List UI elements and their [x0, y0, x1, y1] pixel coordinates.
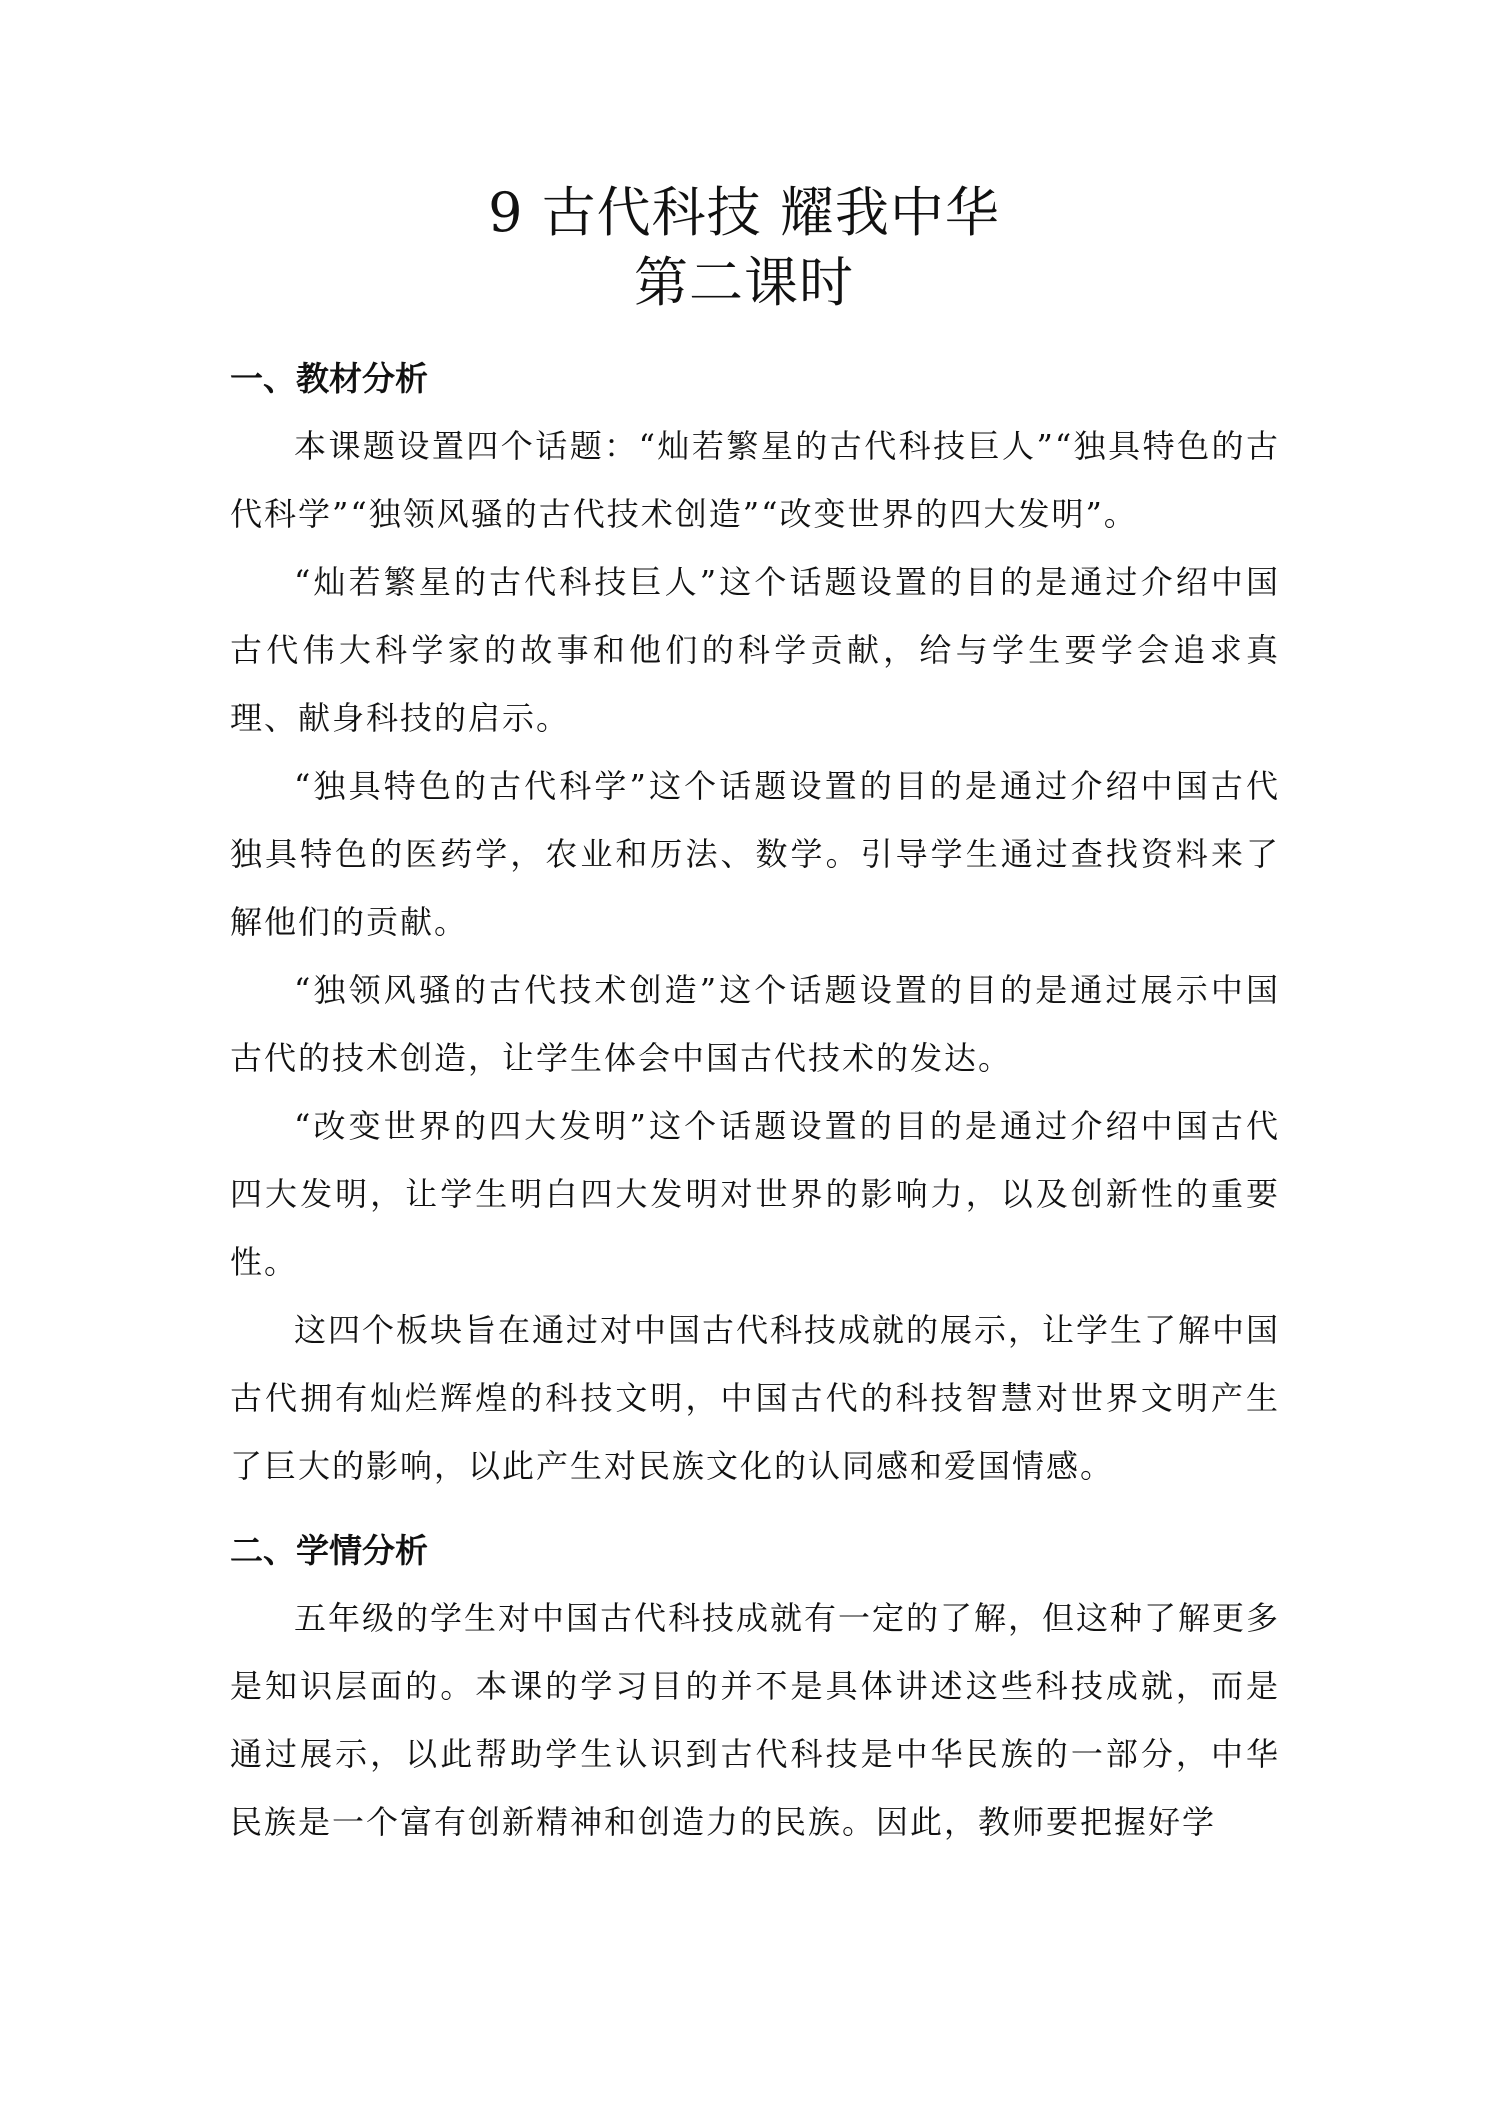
paragraph: “灿若繁星的古代科技巨人”这个话题设置的目的是通过介绍中国古代伟大科学家的故事和他们的科学贡献，给与学生要学会追求真理、献身科技的启示。 — [230, 563, 1280, 737]
paragraph: “改变世界的四大发明”这个话题设置的目的是通过介绍中国古代四大发明，让学生明白四大发明对世界的影响力，以及创新性的重要性。 — [230, 1107, 1280, 1281]
paragraph: 五年级的学生对中国古代科技成就有一定的了解，但这种了解更多是知识层面的。本课的学习目的并不是具体讲述这些科技成就，而是通过展示，以此帮助学生认识到古代科技是中华民族的一部分，中华民族是一个富有创新精神和创造力的民族。因此，教师要把握好学 — [230, 1599, 1281, 1841]
title-block — [0, 178, 1488, 318]
section-heading: 一、教材分析 — [230, 359, 428, 398]
section-heading: 二、学情分析 — [230, 1531, 428, 1570]
document-title: 9 古代科技 耀我中华 — [488, 181, 1000, 244]
section-student-analysis — [230, 1518, 1280, 1856]
paragraph: “独领风骚的古代技术创造”这个话题设置的目的是通过展示中国古代的技术创造，让学生体会中国古代技术的发达。 — [230, 971, 1280, 1077]
paragraph: “独具特色的古代科学”这个话题设置的目的是通过介绍中国古代独具特色的医药学，农业和历法、数学。引导学生通过查找资料来了解他们的贡献。 — [230, 767, 1280, 941]
document-body — [230, 346, 1280, 1856]
paragraph: 本课题设置四个话题：“灿若繁星的古代科技巨人”“独具特色的古代科学”“独领风骚的古代技术创造”“改变世界的四大发明”。 — [230, 427, 1280, 533]
document-subtitle: 第二课时 — [634, 251, 854, 314]
section-textbook-analysis — [230, 346, 1280, 1500]
paragraph: 这四个板块旨在通过对中国古代科技成就的展示，让学生了解中国古代拥有灿烂辉煌的科技文明，中国古代的科技智慧对世界文明产生了巨大的影响，以此产生对民族文化的认同感和爱国情感。 — [230, 1311, 1281, 1485]
